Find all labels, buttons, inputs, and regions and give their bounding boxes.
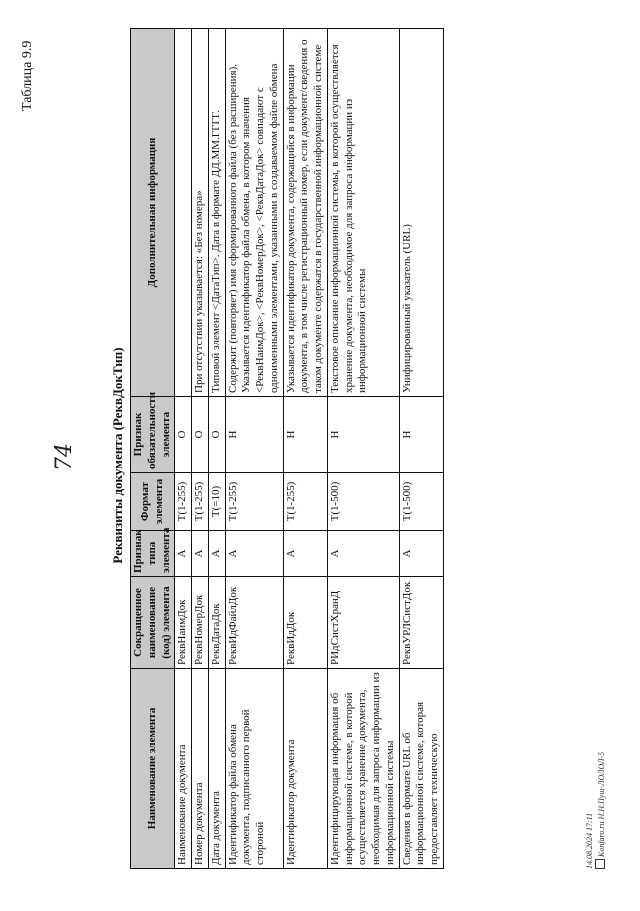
table-row <box>192 29 209 869</box>
cell-code: РеквНаимДок <box>175 577 192 669</box>
cell-type: А <box>399 531 443 577</box>
stamp-icon <box>595 859 605 869</box>
column-header-name: Наименование элемента <box>131 669 175 869</box>
cell-format: T(1-255) <box>175 473 192 531</box>
table-row <box>283 29 327 869</box>
cell-format: T(1-500) <box>327 473 399 531</box>
cell-required: О <box>192 397 209 473</box>
cell-code: РеквИдДок <box>283 577 327 669</box>
cell-name: Номер документа <box>192 669 209 869</box>
cell-code: РИдСистХранД <box>327 577 399 669</box>
cell-name: Сведения в формате URL об информационной системе, которая предоставляет техническую <box>399 669 443 869</box>
cell-type: А <box>327 531 399 577</box>
cell-type: А <box>225 531 283 577</box>
cell-info: Указывается идентификатор документа, содержащийся в информации документа, в том числе регистрационный номер, если документ/сведения о таком документе содержатся в государственной информационной системе <box>283 29 327 397</box>
cell-info <box>175 29 192 397</box>
cell-name: Идентификатор файла обмена документа, подписанного первой стороной <box>225 669 283 869</box>
cell-name: Идентификатор документа <box>283 669 327 869</box>
column-header-type: Признак типа элемента <box>131 531 175 577</box>
cell-type: А <box>175 531 192 577</box>
table-row <box>225 29 283 869</box>
cell-required: Н <box>327 397 399 473</box>
table-row <box>327 29 399 869</box>
cell-info: Текстовое описание информационной системы, в которой осуществляется хранение документа, необходимое для запроса информации из информационной системы <box>327 29 399 397</box>
table-label: Таблица 9.9 <box>20 40 35 111</box>
table-header-row <box>131 29 175 869</box>
column-header-required: Признак обязательности элемента <box>131 397 175 473</box>
table-row <box>208 29 225 869</box>
cell-format: T(1-255) <box>192 473 209 531</box>
cell-type: А <box>283 531 327 577</box>
cell-required: Н <box>399 397 443 473</box>
cell-name: Наименование документа <box>175 669 192 869</box>
cell-code: РеквУРЛСистДок <box>399 577 443 669</box>
requisites-table <box>130 28 444 869</box>
print-stamp <box>585 752 606 869</box>
table-row <box>175 29 192 869</box>
column-header-info: Дополнительная информация <box>131 29 175 397</box>
cell-info: При отсутствии указывается: «Без номера» <box>192 29 209 397</box>
cell-format: T(=10) <box>208 473 225 531</box>
cell-name: Дата документа <box>208 669 225 869</box>
cell-required: Н <box>283 397 327 473</box>
column-header-format: Формат элемента <box>131 473 175 531</box>
column-header-code: Сокращенное наименование (код) элемента <box>131 577 175 669</box>
cell-code: РеквИдФайлДок <box>225 577 283 669</box>
table-title: Реквизиты документа (РеквДокТип) <box>110 347 125 564</box>
cell-code: РеквНомерДок <box>192 577 209 669</box>
cell-code: РеквДатаДок <box>208 577 225 669</box>
cell-format: T(1-500) <box>399 473 443 531</box>
cell-type: А <box>208 531 225 577</box>
cell-type: А <box>192 531 209 577</box>
stamp-source <box>595 752 607 869</box>
stamp-date: 14.08.2024 17:11 <box>585 812 594 869</box>
cell-info: Типовой элемент <ДатаТип>. Дата в формате ДД.ММ.ГГГГ. <box>208 29 225 397</box>
cell-info: Содержит (повторяет) имя сформированного файла (без расширения). Указывается идентификатор файла обмена, в котором значения <РеквНаимДок>, <РеквНомерДок>, <РеквДатаДок> совпадают с одноименными элементами, указанными в создаваемом файле обмена <box>225 29 283 397</box>
cell-required: Н <box>225 397 283 473</box>
table-row <box>399 29 443 869</box>
cell-format: T(1-255) <box>225 473 283 531</box>
cell-info: Унифицированный указатель (URL) <box>399 29 443 397</box>
cell-name: Идентифицирующая информация об информационной системе, в которой осуществляется хранение документа, необходимая для запроса информации из информационной системы <box>327 669 399 869</box>
cell-required: О <box>208 397 225 473</box>
page-number: 74 <box>52 443 77 471</box>
cell-format: T(1-255) <box>283 473 327 531</box>
stamp-source-text: Konfaro.ru Н.Н.Пуш-ЛОЛОЛ-5 <box>596 751 606 857</box>
cell-required: О <box>175 397 192 473</box>
